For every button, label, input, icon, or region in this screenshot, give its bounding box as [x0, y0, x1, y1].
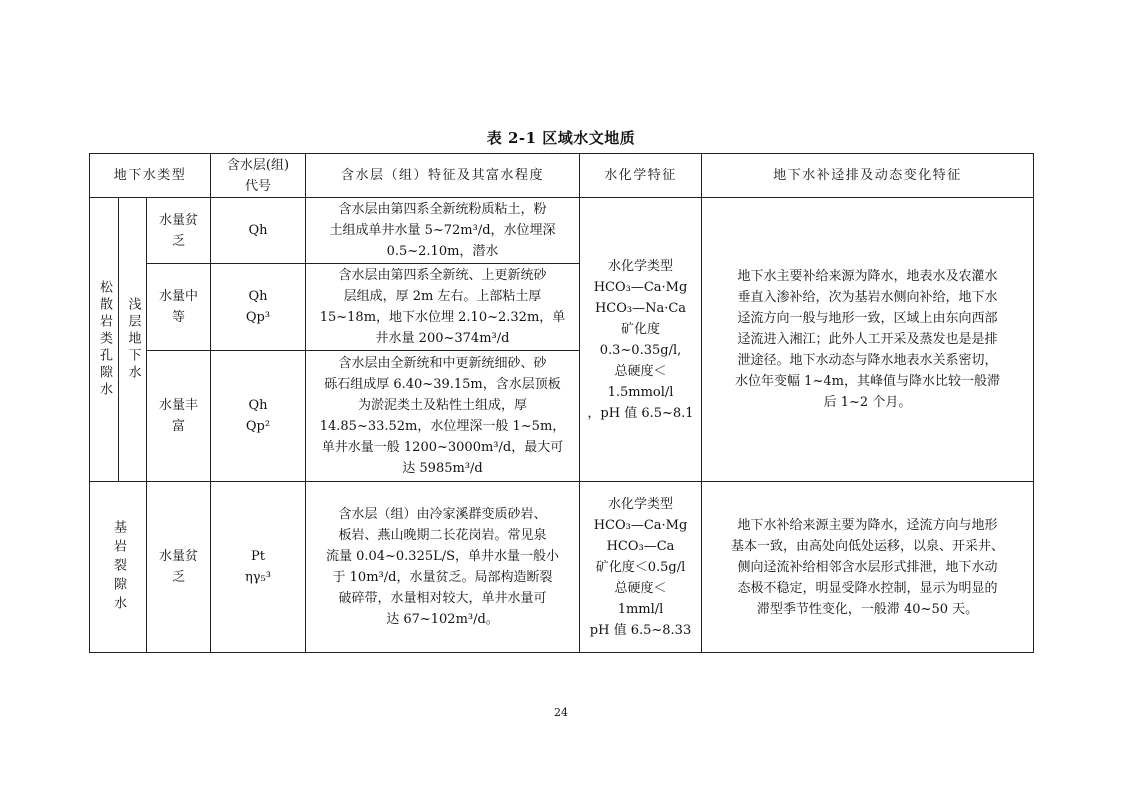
features-line: 14.85~33.52m，水位埋深一般 1~5m，	[319, 419, 566, 434]
dynamics-cell-bedrock	[702, 482, 1034, 653]
table-caption: 表 2-1 区域水文地质	[486, 129, 636, 147]
code-line: Qp³	[245, 310, 271, 325]
chemistry-line: HCO₃—Ca·Mg	[593, 279, 688, 295]
chemistry-cell-loose	[580, 198, 702, 482]
features-line: 砾石组成厚 6.40~39.15m，含水层顶板	[324, 377, 561, 392]
chemistry-line: 0.3~0.35g/l,	[599, 342, 682, 358]
header-dynamics: 地下水补迳排及动态变化特征	[702, 154, 1034, 198]
code-line: Pt	[251, 549, 265, 564]
features-line: 于 10m³/d，水量贫乏。局部构造断裂	[332, 570, 553, 585]
code-line: Qh	[248, 289, 268, 304]
richness-cell	[147, 482, 211, 653]
header-aquifer-code-line1: 含水层(组)	[226, 157, 290, 173]
header-aquifer-code	[211, 154, 306, 198]
features-cell	[306, 351, 580, 482]
features-line: 含水层由第四系全新统、上更新统砂	[338, 268, 547, 283]
code-cell	[211, 264, 306, 351]
chemistry-line: HCO₃—Ca	[606, 538, 675, 554]
features-line: 单井水量一般 1200~3000m³/d，最大可	[321, 440, 564, 455]
richness-cell	[147, 198, 211, 264]
richness-label: 水量贫乏	[159, 212, 199, 249]
features-line: 层组成，厚 2m 左右。上部粘土厚	[343, 289, 542, 304]
features-line: 流量 0.04~0.325L/S，单井水量一般小	[325, 549, 560, 564]
group-cell-bedrock	[90, 482, 147, 653]
header-aquifer-features: 含水层（组）特征及其富水程度	[306, 154, 580, 198]
richness-label: 水量贫乏	[159, 549, 199, 585]
header-aquifer-code-line2: 代号	[244, 178, 271, 194]
features-line: 井水量 200~374m³/d	[375, 331, 510, 346]
richness-cell	[147, 351, 211, 482]
dynamics-cell-loose	[702, 198, 1034, 482]
code-cell	[211, 351, 306, 482]
code-line: Qh	[248, 398, 268, 413]
page-number: 24	[554, 706, 568, 719]
group-label-loose: 松散岩类孔隙水	[97, 280, 112, 399]
features-line: 含水层（组）由冷家溪群变质砂岩、	[338, 507, 547, 522]
features-line: 15~18m，地下水位埋 2.10~2.32m，单	[319, 310, 566, 325]
chemistry-line: 水化学类型	[607, 496, 673, 512]
chemistry-line: 矿化度	[620, 321, 660, 337]
chemistry-line: 总硬度＜	[614, 580, 667, 596]
features-line: 板岩、燕山晚期二长花岗岩。常见泉	[338, 528, 547, 543]
group-cell-loose	[90, 198, 119, 482]
richness-cell	[147, 264, 211, 351]
features-line: 达 67~102m³/d。	[386, 612, 499, 627]
chemistry-line: 矿化度＜0.5g/l	[595, 559, 686, 575]
features-line: 土组成单井水量 5~72m³/d，水位埋深	[329, 223, 556, 238]
dynamics-line: 泄途径。地下水动态与降水地表水关系密切，	[737, 353, 998, 368]
features-line: 0.5~2.10m，潜水	[386, 244, 499, 259]
dynamics-line: 地下水主要补给来源为降水，地表水及农灌水	[737, 269, 998, 284]
dynamics-line: 后 1~2 个月。	[823, 395, 912, 410]
chemistry-line: HCO₃—Na·Ca	[594, 300, 687, 316]
dynamics-line: 态极不稳定，明显受降水控制，显示为明显的	[737, 580, 998, 596]
chemistry-line: 水化学类型	[607, 258, 673, 274]
features-line: 为淤泥类土及粘性土组成，厚	[357, 398, 527, 413]
code-cell	[211, 482, 306, 653]
features-cell	[306, 264, 580, 351]
subgroup-cell-shallow	[119, 198, 147, 482]
group-label-bedrock: 基岩裂隙水	[111, 519, 126, 615]
header-row	[90, 154, 1034, 198]
dynamics-line: 基本一致，由高处向低处运移，以泉、开采井、	[730, 538, 1004, 554]
table-row	[90, 198, 1034, 264]
features-cell	[306, 482, 580, 653]
chemistry-cell-bedrock	[580, 482, 702, 653]
features-cell	[306, 198, 580, 264]
chemistry-line: 1.5mmol/l	[607, 384, 674, 400]
features-line: 破碎带，水量相对较大，单井水量可	[338, 591, 547, 606]
features-line: 含水层由第四系全新统粉质粘土，粉	[338, 202, 547, 217]
header-groundwater-type: 地下水类型	[90, 154, 211, 198]
richness-label: 水量丰富	[159, 398, 199, 434]
table-row	[90, 482, 1034, 653]
dynamics-line: 迳流进入湘江；此外人工开采及蒸发也是是排	[737, 332, 998, 347]
code-line: Qp²	[245, 419, 271, 434]
header-hydrochemistry: 水化学特征	[580, 154, 702, 198]
richness-label: 水量中等	[159, 289, 199, 325]
chemistry-line: 总硬度＜	[614, 363, 667, 379]
chemistry-line: ，pH 值 6.5~8.1	[587, 405, 694, 421]
dynamics-line: 垂直入渗补给，次为基岩水侧向补给，地下水	[737, 290, 998, 305]
hydrogeology-table	[89, 153, 1034, 653]
code-cell	[211, 198, 306, 264]
dynamics-line: 滞型季节性变化，一般滞 40~50 天。	[756, 601, 979, 617]
subgroup-label-shallow: 浅层地下水	[125, 297, 141, 382]
dynamics-line: 地下水补给来源主要为降水，迳流方向与地形	[737, 517, 998, 533]
dynamics-line: 迳流方向一般与地形一致，区域上由东向西部	[737, 311, 998, 326]
dynamics-line: 水位年变幅 1~4m，其峰值与降水比较一般滞	[735, 374, 1000, 389]
features-line: 含水层由全新统和中更新统细砂、砂	[338, 356, 547, 371]
code-line: ηγ₅³	[245, 570, 271, 585]
features-line: 达 5985m³/d	[402, 461, 483, 476]
chemistry-line: pH 值 6.5~8.33	[589, 622, 692, 638]
code-line: Qh	[248, 223, 268, 238]
dynamics-line: 侧向迳流补给相邻含水层形式排泄，地下水动	[737, 559, 998, 575]
chemistry-line: 1mml/l	[617, 601, 664, 617]
chemistry-line: HCO₃—Ca·Mg	[593, 517, 688, 533]
